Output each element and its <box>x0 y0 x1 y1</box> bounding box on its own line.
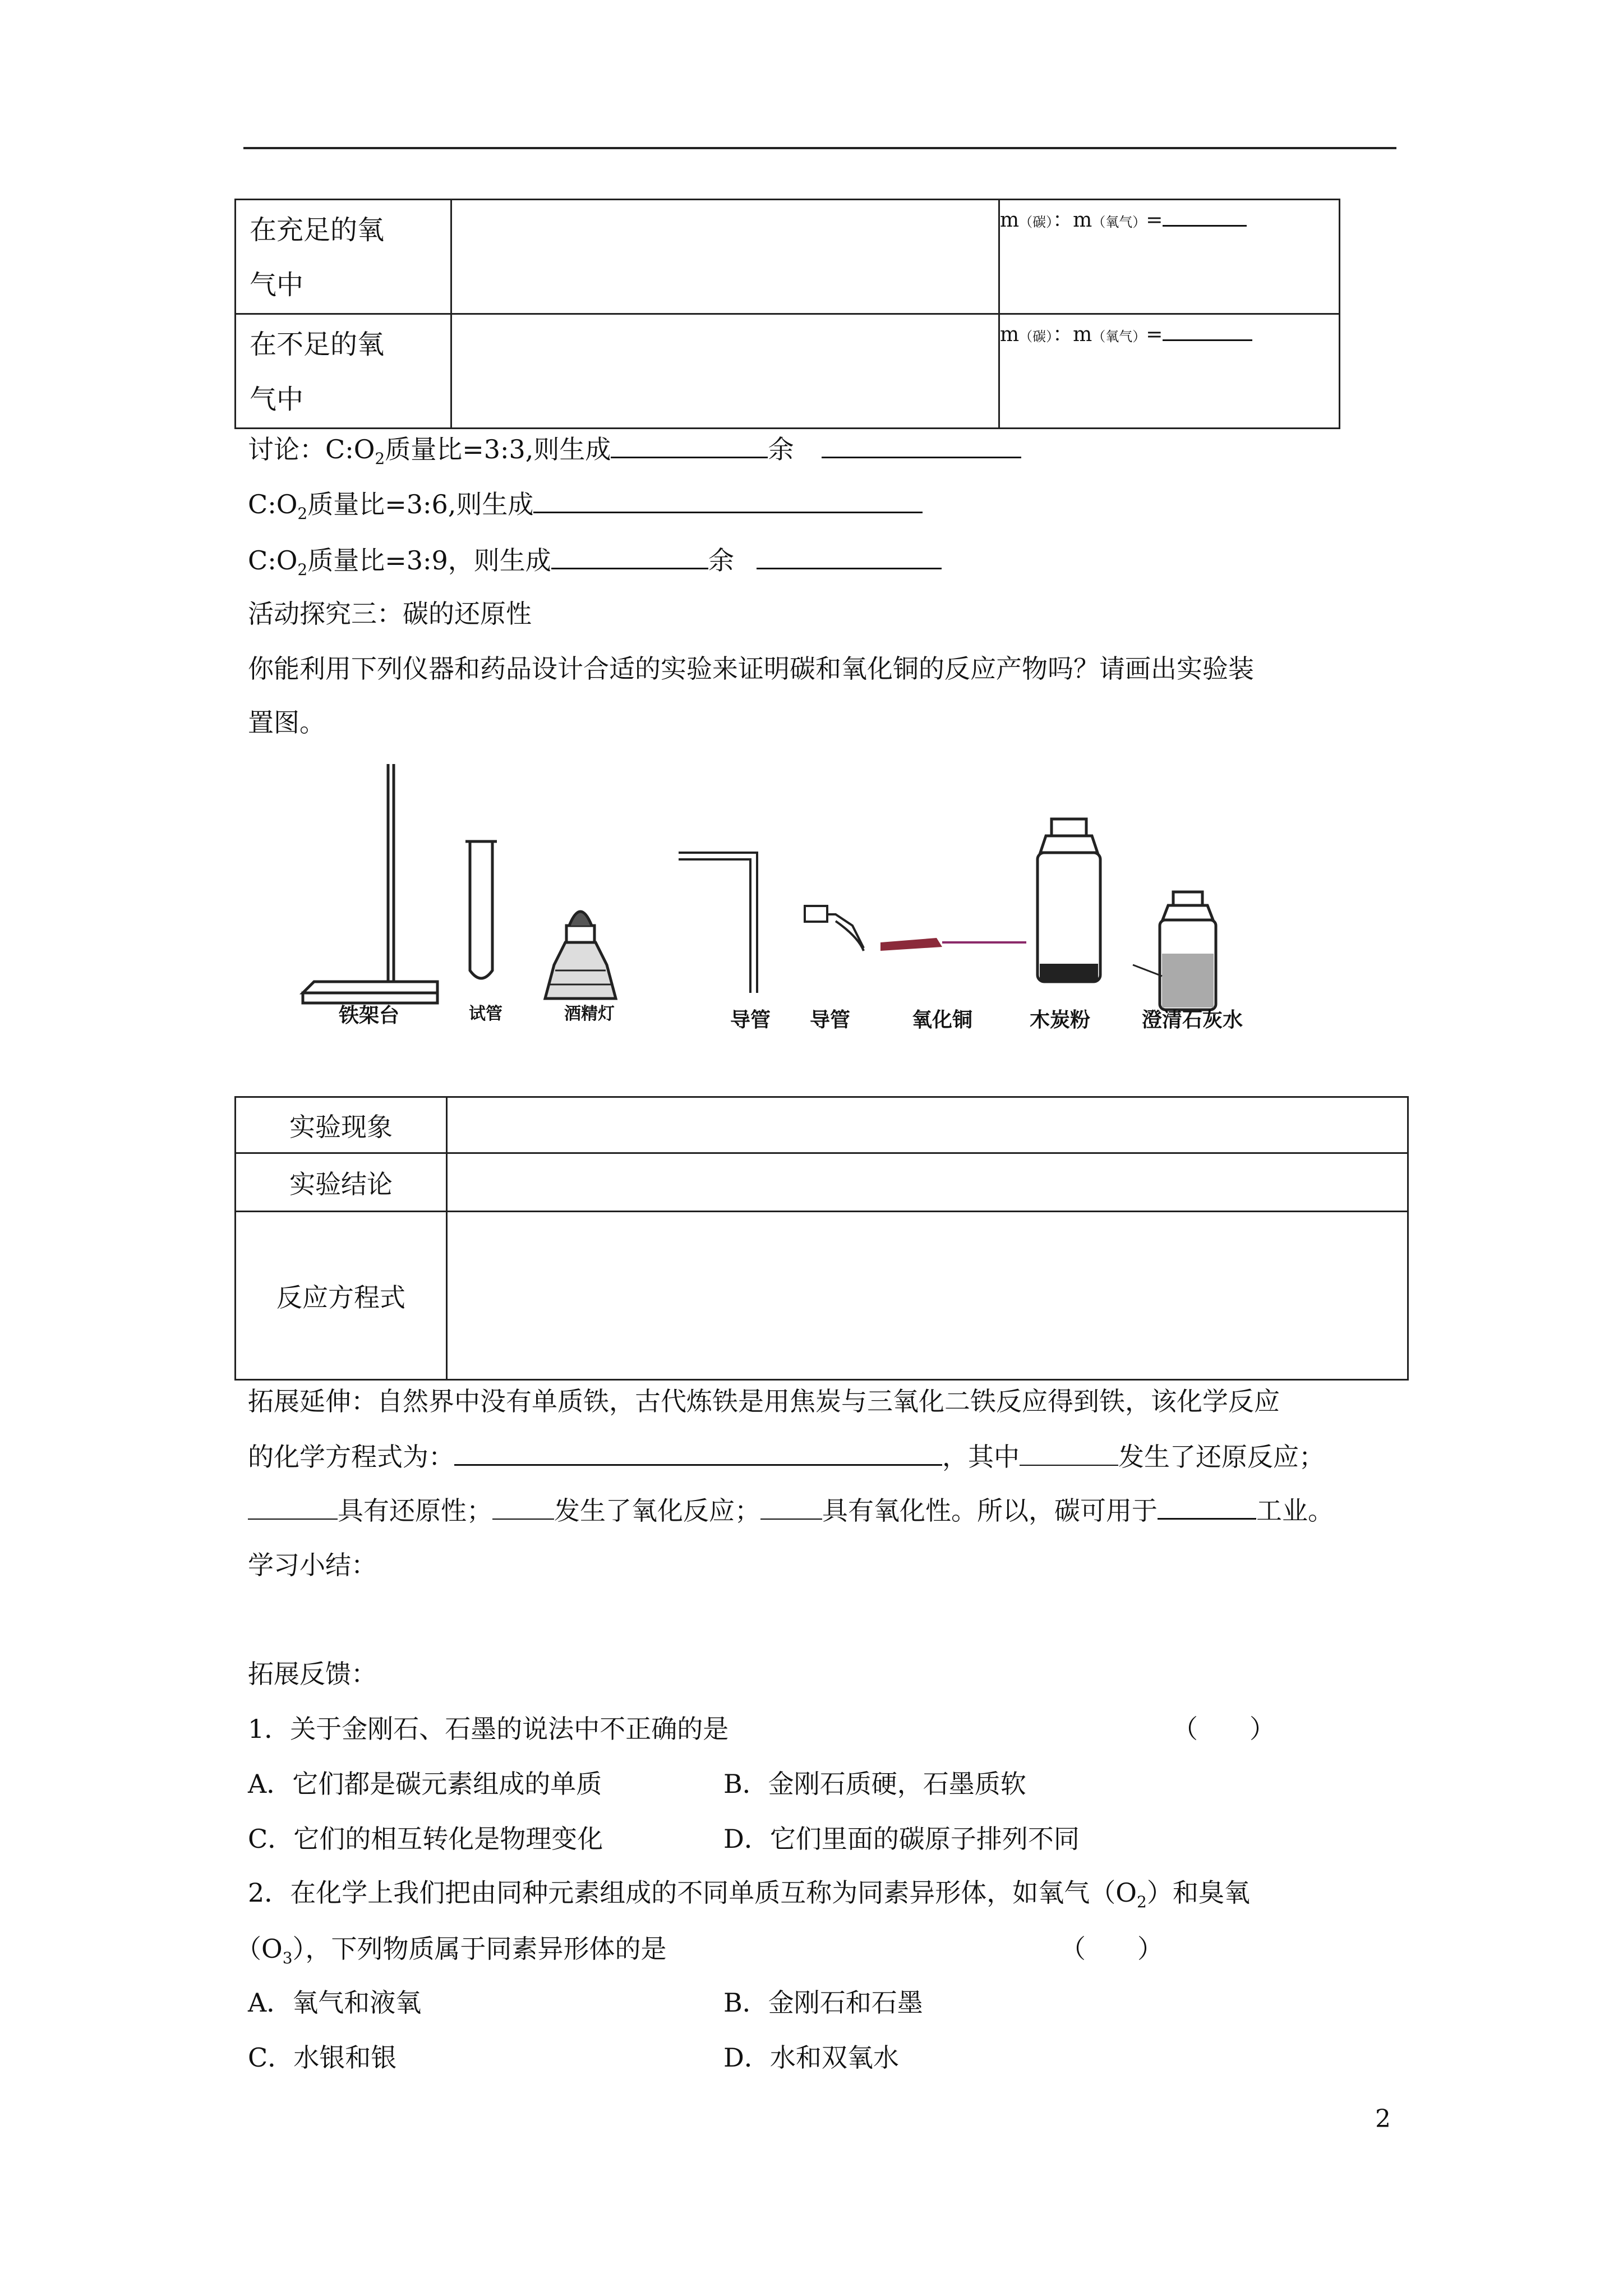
extension-text: 的化学方程式为： <box>248 1442 454 1472</box>
q1-option-c[interactable]: C．它们的相互转化是物理变化 <box>248 1824 603 1854</box>
extension-text: 发生了氧化反应； <box>554 1496 760 1526</box>
answer-blank[interactable] <box>492 1494 554 1520</box>
extension-text: 具有氧化性。所以，碳可用于 <box>822 1496 1158 1526</box>
q2-text: ），下列物质属于同素异形体的是 <box>292 1934 667 1964</box>
answer-blank[interactable] <box>1158 1493 1256 1520</box>
extension-text: 工业。 <box>1256 1496 1334 1526</box>
ratio-carbon: （碳） <box>1019 329 1053 344</box>
ratio-sep: ：m <box>1053 323 1092 346</box>
q2-answer-paren[interactable]: （ ） <box>1060 1934 1163 1964</box>
label-line: 在充足的氧 <box>250 214 385 246</box>
glass-tube-stopper-icon <box>805 906 864 951</box>
extension-line-3 <box>248 1493 1334 1527</box>
extension-line-1: 拓展延伸：自然界中没有单质铁，古代炼铁是用焦炭与三氧化二铁反应得到铁，该化学反应 <box>248 1386 1280 1416</box>
label-alcohol-lamp: 酒精灯 <box>564 1004 615 1024</box>
answer-blank[interactable] <box>454 1439 942 1466</box>
answer-cell[interactable] <box>447 1153 1408 1212</box>
label-limewater: 澄清石灰水 <box>1142 1009 1243 1032</box>
page-number: 2 <box>1375 2105 1391 2133</box>
q1-option-a[interactable]: A．它们都是碳元素组成的单质 <box>248 1769 602 1799</box>
q2-option-d[interactable]: D．水和双氧水 <box>723 2042 899 2073</box>
formula: C:O <box>248 489 298 519</box>
label-glass-tube-1: 导管 <box>730 1009 771 1032</box>
label-line: 气中 <box>250 269 304 301</box>
label-charcoal: 木炭粉 <box>1030 1009 1091 1032</box>
answer-blank[interactable] <box>533 487 923 513</box>
ratio-oxygen: （氧气） <box>1092 214 1146 230</box>
q1-option-d[interactable]: D．它们里面的碳原子排列不同 <box>723 1824 1080 1854</box>
extension-text: 具有还原性； <box>338 1496 492 1526</box>
answer-blank[interactable] <box>822 432 1021 458</box>
discussion-text: 余 <box>708 545 734 576</box>
copper-oxide-icon <box>880 938 1026 951</box>
label-line: 在不足的氧 <box>250 329 385 360</box>
discussion-prefix: 讨论： <box>248 434 325 464</box>
activity3-title: 活动探究三：碳的还原性 <box>248 599 532 629</box>
q2-stem-2 <box>236 1932 667 1975</box>
label-test-tube: 试管 <box>469 1004 502 1024</box>
alcohol-lamp-icon <box>545 912 616 999</box>
formula: C:O <box>325 434 375 464</box>
row-label-phenomenon: 实验现象 <box>236 1097 447 1153</box>
feedback-title: 拓展反馈： <box>248 1659 377 1689</box>
answer-blank[interactable] <box>611 432 768 458</box>
subscript: 3 <box>282 1949 293 1968</box>
header-rule <box>243 147 1396 149</box>
combustion-table <box>234 199 1340 429</box>
answer-blank[interactable] <box>757 543 942 569</box>
table-cell-answer[interactable] <box>451 200 999 314</box>
extension-line-2 <box>248 1439 1325 1474</box>
subscript: 2 <box>375 449 385 468</box>
table-cell-ratio <box>999 314 1340 429</box>
q2-text: 2．在化学上我们把由同种元素组成的不同单质互称为同素异形体，如氧气（O <box>248 1878 1137 1908</box>
subscript: 2 <box>297 504 308 523</box>
extension-text: 发生了还原反应； <box>1118 1442 1325 1472</box>
answer-blank[interactable] <box>1020 1440 1118 1466</box>
ratio-carbon: （碳） <box>1019 214 1053 230</box>
answer-blank[interactable] <box>760 1494 822 1520</box>
charcoal-bottle-icon <box>1038 819 1100 982</box>
ratio-eq: = <box>1146 209 1163 232</box>
discussion-text: 余 <box>768 434 794 464</box>
activity3-prompt-2: 置图。 <box>248 707 325 738</box>
discussion-line-1 <box>248 432 1021 476</box>
activity3-prompt-1: 你能利用下列仪器和药品设计合适的实验来证明碳和氧化铜的反应产物吗？请画出实验装 <box>248 654 1254 684</box>
discussion-line-2 <box>248 487 923 531</box>
ratio-m: m <box>1000 323 1020 346</box>
q2-option-c[interactable]: C．水银和银 <box>248 2042 397 2073</box>
ratio-oxygen: （氧气） <box>1092 329 1146 344</box>
q2-text: ）和臭氧 <box>1146 1878 1250 1908</box>
row-label-conclusion: 实验结论 <box>236 1153 447 1212</box>
ratio-blank[interactable] <box>1163 200 1247 227</box>
formula: C:O <box>248 545 298 576</box>
experiment-table <box>234 1096 1409 1381</box>
label-copper-oxide: 氧化铜 <box>912 1009 973 1032</box>
table-cell-answer[interactable] <box>451 314 999 429</box>
ratio-sep: ：m <box>1053 209 1092 232</box>
label-iron-stand: 铁架台 <box>339 1004 400 1027</box>
subscript: 2 <box>297 560 308 579</box>
q2-text: （O <box>236 1934 283 1964</box>
q2-stem-1 <box>248 1876 1250 1919</box>
answer-cell[interactable] <box>447 1097 1408 1153</box>
ratio-m: m <box>1000 209 1020 232</box>
row-label-equation: 反应方程式 <box>236 1212 447 1380</box>
discussion-text: 质量比=3:3,则生成 <box>385 434 611 464</box>
limewater-bottle-icon <box>1133 892 1216 1010</box>
discussion-text: 质量比=3:9，则生成 <box>307 545 551 576</box>
table-cell-ratio <box>999 200 1340 314</box>
discussion-text: 质量比=3:6,则生成 <box>307 489 534 519</box>
q1-answer-paren[interactable]: （ ） <box>1172 1714 1275 1744</box>
table-row <box>236 200 1340 314</box>
iron-stand-icon <box>303 764 437 1003</box>
ratio-blank[interactable] <box>1163 315 1252 341</box>
table-row <box>236 1153 1408 1212</box>
q2-option-b[interactable]: B．金刚石和石墨 <box>723 1987 923 2018</box>
glass-tube-icon <box>679 853 757 993</box>
answer-cell[interactable] <box>447 1212 1408 1380</box>
table-cell-label <box>236 200 451 314</box>
summary-title: 学习小结： <box>248 1550 377 1580</box>
answer-blank[interactable] <box>551 543 708 569</box>
q2-option-a[interactable]: A．氧气和液氧 <box>248 1987 422 2018</box>
test-tube-icon <box>465 841 497 978</box>
label-glass-tube-2: 导管 <box>810 1009 851 1032</box>
answer-blank[interactable] <box>248 1494 338 1520</box>
table-row <box>236 1097 1408 1153</box>
ratio-eq: = <box>1146 323 1163 346</box>
table-cell-label <box>236 314 451 429</box>
q1-stem: 1．关于金刚石、石墨的说法中不正确的是 <box>248 1714 729 1744</box>
discussion-line-3 <box>248 543 942 587</box>
subscript: 2 <box>1136 1893 1147 1912</box>
label-line: 气中 <box>250 384 304 415</box>
extension-text: ，其中 <box>942 1442 1020 1472</box>
table-row <box>236 314 1340 429</box>
table-row <box>236 1212 1408 1380</box>
q1-option-b[interactable]: B．金刚石质硬，石墨质软 <box>723 1769 1026 1799</box>
